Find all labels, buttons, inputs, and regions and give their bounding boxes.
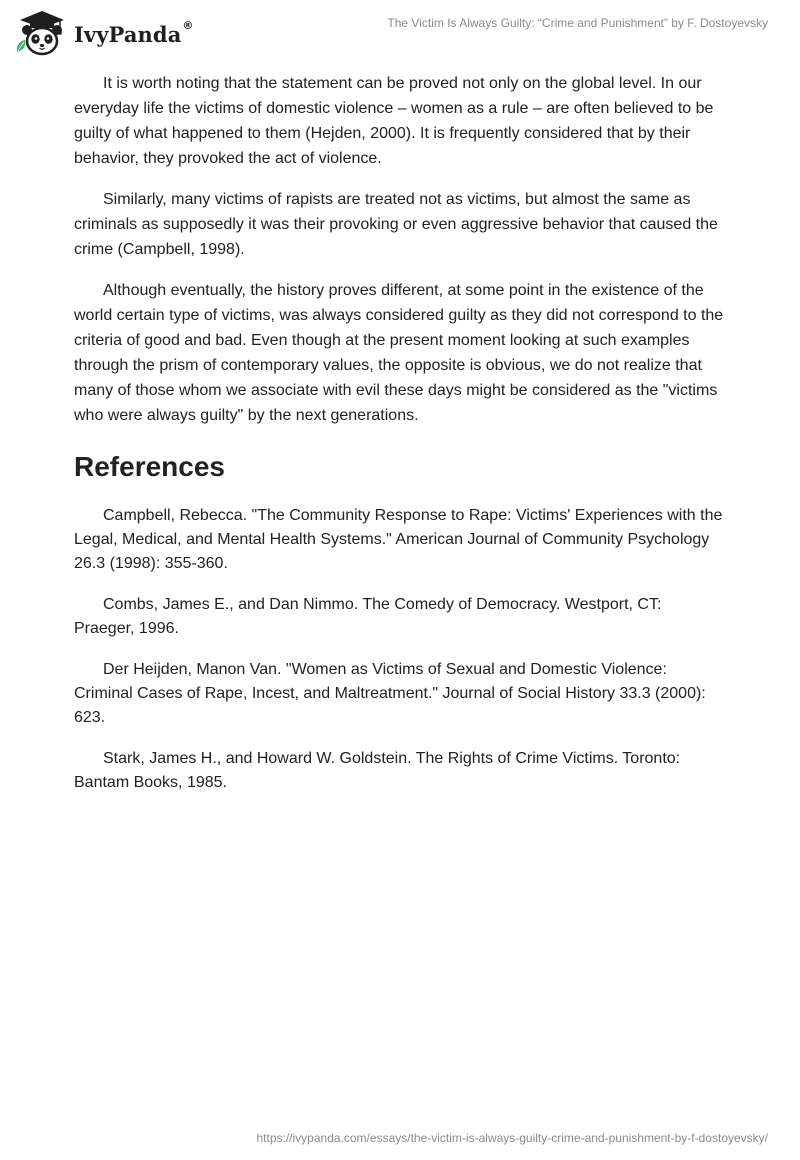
reference-item: Der Heijden, Manon Van. "Women as Victims of Sexual and Domestic Violence: Criminal Cases of Rape, Incest, and Maltreatment." Journal of Social History 33.3 (2000): 623. — [74, 661, 706, 726]
body-paragraph: Although eventually, the history proves different, at some point in the existence of the world certain type of victims, was always considered guilty as they did not correspond to the criteria of good and bad. Even though at the present moment looking at such examples through the prism of contemporary values, the opposite is obvious, we do not realize that many of those whom we associate with evil these days might be considered as the "victims who were always guilty" by the next generations. — [74, 282, 724, 424]
registered-mark: ® — [182, 18, 194, 32]
reference-item: Campbell, Rebecca. "The Community Response to Rape: Victims' Experiences with the Legal, Medical, and Mental Health Systems." American Journal of Community Psychology 26.3 (1998): 355-360. — [74, 507, 723, 572]
body-paragraph: It is worth noting that the statement can be proved not only on the global level. In our everyday life the victims of domestic violence – women as a rule – are often believed to be guilty of what happened to them (Hejden, 2000). It is frequently considered that by their behavior, they provoked the act of violence. — [74, 75, 714, 167]
document-title: The Victim Is Always Guilty: “Crime and Punishment” by F. Dostoyevsky — [387, 16, 768, 30]
panda-graduate-icon — [14, 8, 70, 58]
page-header — [0, 0, 800, 70]
body-paragraph: Similarly, many victims of rapists are treated not as victims, but almost the same as criminals as supposedly it was their provoking or even aggressive behavior that caused the crime (Campbell, 1998). — [74, 191, 718, 258]
source-url-link[interactable]: https://ivypanda.com/essays/the-victim-is-always-guilty-crime-and-punishment-by-f-dostoyevsky/ — [256, 1131, 768, 1145]
reference-item: Combs, James E., and Dan Nimmo. The Comedy of Democracy. Westport, CT: Praeger, 1996. — [74, 596, 662, 637]
references-heading: References — [74, 451, 225, 482]
brand-name: IvyPanda® — [74, 18, 194, 47]
essay-content — [74, 70, 726, 812]
reference-item: Stark, James H., and Howard W. Goldstein. The Rights of Crime Victims. Toronto: Bantam Books, 1985. — [74, 750, 681, 791]
brand-logo[interactable] — [14, 8, 194, 58]
